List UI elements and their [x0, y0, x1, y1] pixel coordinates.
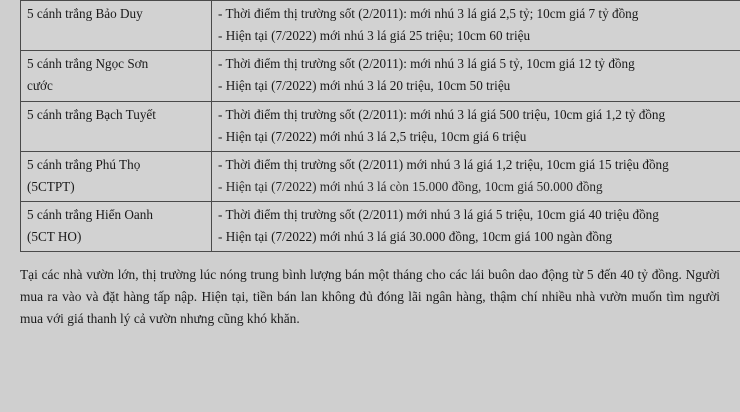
variety-name-line: (5CTPT) — [27, 178, 75, 194]
variety-name-line: 5 cánh trắng Ngọc Sơn — [27, 56, 149, 72]
variety-name-line: 5 cánh trắng Hiển Oanh — [27, 207, 153, 223]
variety-desc-cell — [212, 202, 740, 252]
variety-name-cell — [21, 51, 212, 101]
variety-name-line: (5CT HO) — [27, 229, 82, 245]
variety-name-line: 5 cánh trắng Bạch Tuyết — [27, 106, 156, 122]
table-row — [21, 202, 740, 252]
closing-paragraph: Tại các nhà vườn lớn, thị trường lúc nóng trung bình lượng bán một tháng cho các lái buôn dao động từ 5 đến 40 tỷ đồng. Người mua ra vào và đặt hàng tấp nập. Hiện tại, tiền bán lan không đủ đóng lãi ngân hàng, thậm chí nhiều nhà vườn muốn tìm người mua với giá thanh lý cả vườn nhưng cũng khó khăn. — [20, 267, 720, 326]
variety-desc-cell — [212, 101, 740, 151]
variety-desc-line: - Hiện tại (7/2022) mới nhú 3 lá còn 15.000 đồng, 10cm giá 50.000 đồng — [218, 178, 603, 194]
table-row — [21, 151, 740, 201]
variety-name-cell — [21, 101, 212, 151]
table-row — [21, 1, 740, 51]
variety-desc-line: - Hiện tại (7/2022) mới nhú 3 lá giá 25 triệu; 10cm 60 triệu — [218, 28, 531, 44]
variety-desc-cell — [212, 1, 740, 51]
variety-desc-cell — [212, 51, 740, 101]
variety-name-line: 5 cánh trắng Bảo Duy — [27, 6, 143, 21]
variety-desc-line: - Thời điểm thị trường sốt (2/2011): mới nhú 3 lá giá 500 triệu, 10cm giá 1,2 tỷ đồng — [218, 106, 666, 122]
variety-desc-line: - Thời điểm thị trường sốt (2/2011) mới nhú 3 lá giá 1,2 triệu, 10cm giá 15 triệu đồng — [218, 156, 669, 172]
variety-desc-line: - Thời điểm thị trường sốt (2/2011) mới nhú 3 lá giá 5 triệu, 10cm giá 40 triệu đồng — [218, 207, 659, 223]
variety-name-line: 5 cánh trắng Phú Thọ — [27, 156, 141, 172]
table-body — [21, 1, 740, 252]
variety-name-line: cước — [27, 78, 53, 94]
table-row — [21, 51, 740, 101]
variety-name-cell — [21, 151, 212, 201]
variety-desc-line: - Hiện tại (7/2022) mới nhú 3 lá 20 triệu, 10cm 50 triệu — [218, 78, 511, 94]
table-row — [21, 101, 740, 151]
variety-name-cell — [21, 1, 212, 51]
variety-desc-line: - Hiện tại (7/2022) mới nhú 3 lá giá 30.000 đồng, 10cm giá 100 ngàn đồng — [218, 229, 613, 245]
variety-desc-line: - Thời điểm thị trường sốt (2/2011): mới nhú 3 lá giá 2,5 tỷ; 10cm giá 7 tỷ đồng — [218, 6, 639, 21]
variety-name-cell — [21, 202, 212, 252]
orchid-price-table — [20, 0, 740, 252]
variety-desc-cell — [212, 151, 740, 201]
variety-desc-line: - Thời điểm thị trường sốt (2/2011): mới nhú 3 lá giá 5 tỷ, 10cm giá 12 tỷ đồng — [218, 56, 635, 72]
variety-desc-line: - Hiện tại (7/2022) mới nhú 3 lá 2,5 triệu, 10cm giá 6 triệu — [218, 128, 527, 144]
